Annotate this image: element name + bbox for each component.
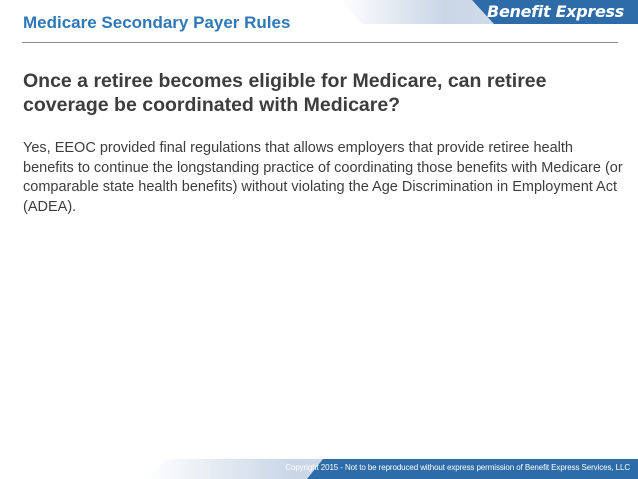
benefit-express-logo: Benefit Express: [487, 2, 624, 21]
question-heading: Once a retiree becomes eligible for Medicare, can retiree coverage be coordinated with Medicare?: [23, 70, 547, 116]
copyright-notice: Copyright 2015 - Not to be reproduced without express permission of Benefit Express Services, LLC: [285, 463, 630, 472]
header-divider: [22, 42, 618, 43]
answer-paragraph: Yes, EEOC provided final regulations that allows employers that provide retiree health benefits to continue the longstanding practice of coordinating those benefits with Medicare (or comparable state health benefits) without violating the Age Discrimination in Employment Act (ADEA).: [23, 140, 623, 215]
page-title: Medicare Secondary Payer Rules: [23, 13, 291, 32]
header-brand-band: [340, 0, 638, 24]
